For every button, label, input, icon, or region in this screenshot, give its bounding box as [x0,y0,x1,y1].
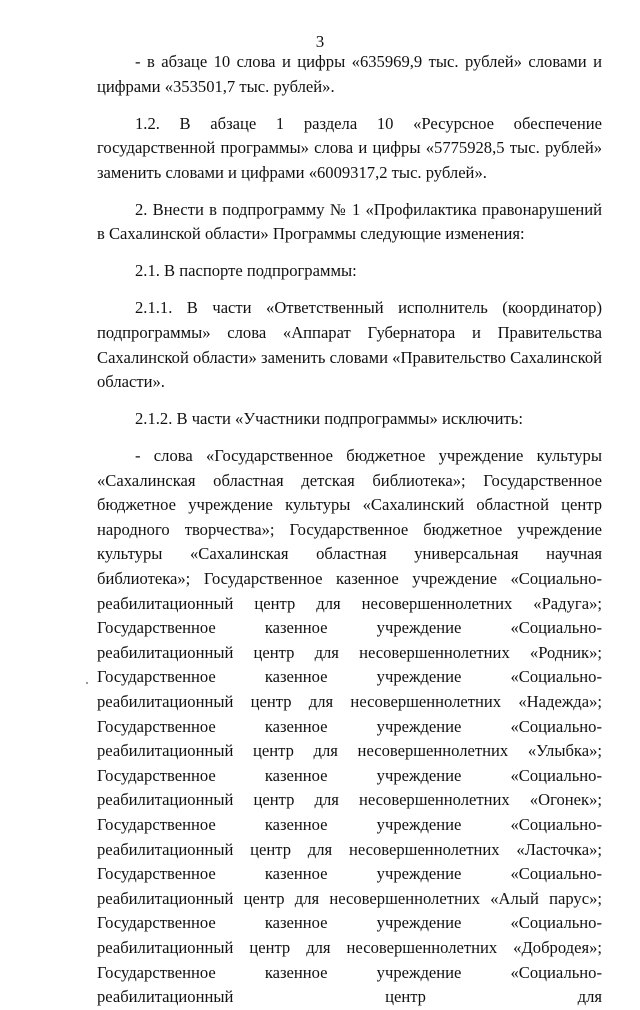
page-number: 3 [315,32,325,51]
margin-mark [86,682,88,684]
paragraph-section-10: 1.2. В абзаце 1 раздела 10 «Ресурсное обеспечение государственной программы» слова и цифры «5775928,5 тыс. рублей» заменить словами и цифрами «6009317,2 тыс. рублей». [97,113,602,182]
paragraph-passport: 2.1. В паспорте подпрограммы: [135,261,357,281]
paragraph-subprogram-1: 2. Внести в подпрограмму № 1 «Профилактика правонарушений в Сахалинской области» Программы следующие изменения: [97,199,602,244]
paragraph-participants: 2.1.2. В части «Участники подпрограммы» исключить: [135,409,523,429]
paragraph-amount-change: - в абзаце 10 слова и цифры «635969,9 тыс. рублей» словами и цифрами «353501,7 тыс. рублей». [97,52,602,96]
paragraph-excluded-institutions: - слова «Государственное бюджетное учреждение культуры «Сахалинская областная детская библиотека»; Государственное бюджетное учреждение культуры «Сахалинский областной центр народного творчества»; Государственное бюджетное учреждение культуры «Сахалинская областная универсальная научная библиотека»; Государственное казенное учреждение «Социально-реабилитационный центр для несовершеннолетних «Радуга»; Государственное казенное учреждение «Социально-реабилитационный центр для несовершеннолетних «Родник»; Государственное казенное учреждение «Социально-реабилитационный центр для несовершеннолетних «Надежда»; Государственное казенное учреждение «Социально-реабилитационный центр для несовершеннолетних «Улыбка»; Государственное казенное учреждение «Социально-реабилитационный центр для несовершеннолетних «Огонек»; Государственное казенное учреждение «Социально-реабилитационный центр для несовершеннолетних «Ласточка»; Государственное казенное учреждение «Социально-реабилитационный центр для несовершеннолетних «Алый парус»; Государственное казенное учреждение «Социально-реабилитационный центр для несовершеннолетних «Добродея»; Государственное казенное учреждение «Социально-реабилитационный центр для [97,446,602,1007]
document-body [97,50,602,1010]
paragraph-responsible-executor: 2.1.1. В части «Ответственный исполнитель (координатор) подпрограммы» слова «Аппарат Губернатора и Правительства Сахалинской области» заменить словами «Правительство Сахалинской области». [97,298,602,392]
